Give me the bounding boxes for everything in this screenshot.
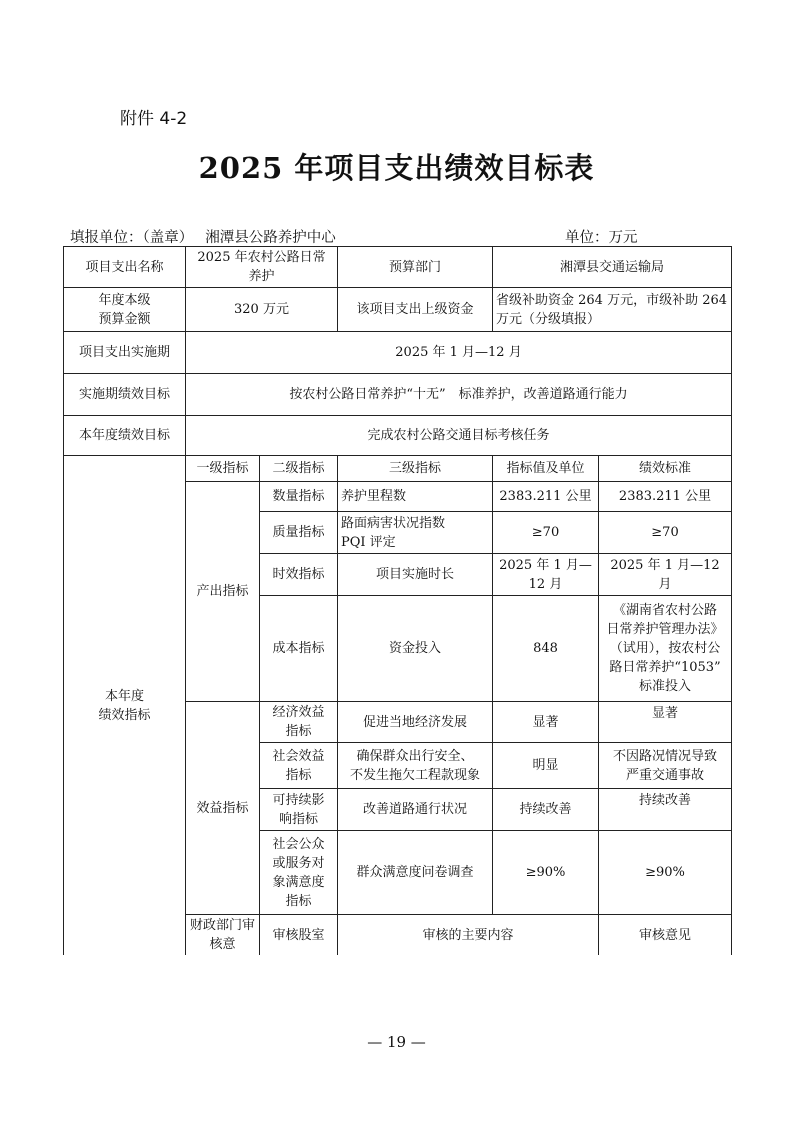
- benefit-standard: 显著: [599, 702, 732, 743]
- header-level2: 二级指标: [260, 456, 338, 482]
- period-value: 2025 年 1 月—12 月: [186, 332, 732, 374]
- budget-dept-label: 预算部门: [338, 247, 493, 288]
- output-level2: 数量指标: [260, 482, 338, 512]
- benefit-value: ≥90%: [493, 831, 599, 915]
- output-value: 2025 年 1 月— 12 月: [493, 554, 599, 596]
- output-value: ≥70: [493, 512, 599, 554]
- page-number: — 19 —: [367, 1033, 426, 1051]
- review-opinion: 审核意见: [599, 915, 732, 956]
- output-standard: 2025 年 1 月—12 月: [599, 554, 732, 596]
- review-content: 审核的主要内容: [338, 915, 599, 956]
- benefit-standard: 持续改善: [599, 789, 732, 831]
- output-level3: 养护里程数: [338, 482, 493, 512]
- upper-funds-label: 该项目支出上级资金: [338, 288, 493, 332]
- document-title: 2025 年项目支出绩效目标表: [198, 151, 595, 185]
- benefit-level3: 促进当地经济发展: [338, 702, 493, 743]
- performance-target-table: [63, 246, 732, 955]
- benefit-level2: 经济效益 指标: [260, 702, 338, 743]
- benefit-level2: 可持续影 响指标: [260, 789, 338, 831]
- benefit-level2: 社会公众 或服务对 象满意度 指标: [260, 831, 338, 915]
- header-standard: 绩效标准: [599, 456, 732, 482]
- benefit-standard: ≥90%: [599, 831, 732, 915]
- budget-value: 320 万元: [186, 288, 338, 332]
- year-goal-row: [64, 416, 732, 456]
- output-standard: ≥70: [599, 512, 732, 554]
- filing-unit-label: 填报单位：（盖章）: [70, 230, 194, 246]
- output-level2: 成本指标: [260, 596, 338, 702]
- benefit-level3: 改善道路通行状况: [338, 789, 493, 831]
- period-label: 项目支出实施期: [64, 332, 186, 374]
- benefit-value: 明显: [493, 743, 599, 789]
- money-unit: 单位：万元: [565, 230, 638, 246]
- period-row: [64, 332, 732, 374]
- benefit-level3: 群众满意度问卷调查: [338, 831, 493, 915]
- review-office: 审核股室: [260, 915, 338, 956]
- benefit-level3: 确保群众出行安全、 不发生拖欠工程款现象: [338, 743, 493, 789]
- upper-funds-value: 省级补助资金 264 万元，市级补助 264 万元（分级填报）: [493, 288, 732, 332]
- output-level3: 路面病害状况指数 PQI 评定: [338, 512, 493, 554]
- output-level1: 产出指标: [186, 482, 260, 702]
- indicator-section-label: 本年度 绩效指标: [64, 456, 186, 956]
- period-goal-label: 实施期绩效目标: [64, 374, 186, 416]
- header-value: 指标值及单位: [493, 456, 599, 482]
- project-name-label: 项目支出名称: [64, 247, 186, 288]
- indicator-header-row: [64, 456, 732, 482]
- attachment-label: 附件 4-2: [120, 109, 188, 129]
- benefit-level2: 社会效益 指标: [260, 743, 338, 789]
- review-label: 财政部门审核意: [186, 915, 260, 956]
- output-level2: 时效指标: [260, 554, 338, 596]
- year-goal-label: 本年度绩效目标: [64, 416, 186, 456]
- budget-label: 年度本级 预算金额: [64, 288, 186, 332]
- output-level3: 资金投入: [338, 596, 493, 702]
- benefit-value: 持续改善: [493, 789, 599, 831]
- project-name-row: [64, 247, 732, 288]
- output-level3: 项目实施时长: [338, 554, 493, 596]
- budget-row: [64, 288, 732, 332]
- benefit-standard: 不因路况情况导致 严重交通事故: [599, 743, 732, 789]
- benefit-level1: 效益指标: [186, 702, 260, 915]
- filing-unit: [70, 226, 336, 247]
- output-standard: 2383.211 公里: [599, 482, 732, 512]
- benefit-value: 显著: [493, 702, 599, 743]
- budget-dept-value: 湘潭县交通运输局: [493, 247, 732, 288]
- project-name-value: 2025 年农村公路日常 养护: [186, 247, 338, 288]
- output-value: 2383.211 公里: [493, 482, 599, 512]
- period-goal-row: [64, 374, 732, 416]
- header-level3: 三级指标: [338, 456, 493, 482]
- output-level2: 质量指标: [260, 512, 338, 554]
- period-goal-value: 按农村公路日常养护“十无” 标准养护，改善道路通行能力: [186, 374, 732, 416]
- filing-unit-name: 湘潭县公路养护中心: [205, 230, 336, 246]
- output-standard: 《湖南省农村公路 日常养护管理办法》 （试用），按农村公 路日常养护“1053” 标准投入: [599, 596, 732, 702]
- header-level1: 一级指标: [186, 456, 260, 482]
- year-goal-value: 完成农村公路交通目标考核任务: [186, 416, 732, 456]
- output-value: 848: [493, 596, 599, 702]
